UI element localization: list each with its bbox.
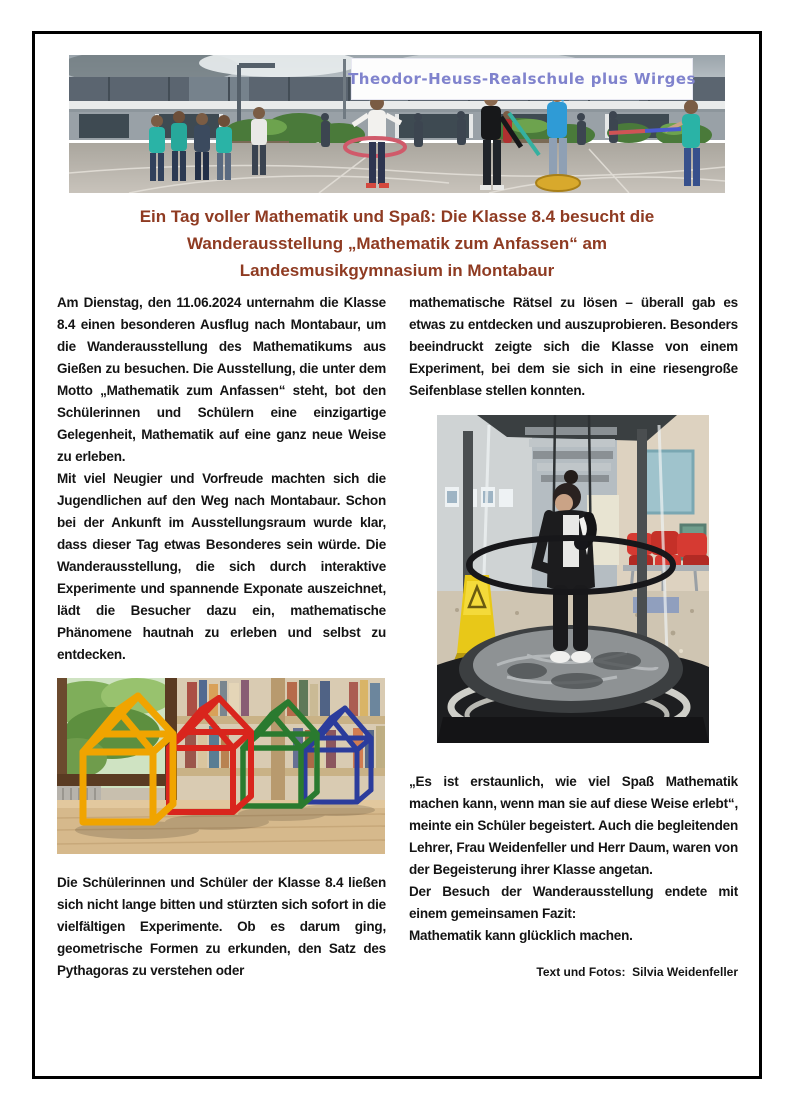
paragraph: Mit viel Neugier und Vorfreude machten sich die Jugendlichen auf den Weg nach Montabaur. Schon bei der Ankunft im Ausstellungsraum wurde klar, dass dieser Tag etwas Besonderes sein würde. Die Wanderausstellung, die sich durch interaktive Experimente und spannende Exponate auszeichnet, lädt die Besucher dazu ein, mathematische Phänomene hautnah zu erleben und selbst zu entdecken. bbox=[57, 471, 386, 662]
right-column bbox=[409, 292, 738, 983]
header-schoolyard-photo bbox=[69, 55, 725, 193]
soap-bubble-experiment-photo bbox=[437, 415, 709, 743]
article-title bbox=[60, 203, 734, 284]
school-name-text: Theodor-Heuss-Realschule plus Wirges bbox=[348, 70, 696, 88]
geometry-houses-photo bbox=[57, 678, 385, 854]
quote-paragraph: „Es ist erstaunlich, wie viel Spaß Mathematik machen kann, wenn man sie auf diese Weise erlebt“, meinte ein Schüler begeistert. Auch die begleitenden Lehrer, Frau Weidenfeller und Herr Daum, waren von der Begeisterung ihrer Klasse angetan. bbox=[409, 774, 738, 877]
title-line-2: Wanderausstellung „Mathematik zum Anfassen“ am bbox=[186, 234, 608, 253]
left-column bbox=[57, 292, 386, 982]
paragraph: Der Besuch der Wanderausstellung endete mit einem gemeinsamen Fazit: bbox=[409, 884, 738, 921]
paragraph: mathematische Rätsel zu lösen – überall gab es etwas zu entdecken und auszuprobieren. Besonders beeindruckt zeigte sich die Klasse von einem Experiment, bei dem sie sich in eine riesengroße Seifenblase stellen konnten. bbox=[409, 295, 738, 398]
title-line-3: Landesmusikgymnasium in Montabaur bbox=[239, 261, 555, 280]
paragraph: Die Schülerinnen und Schüler der Klasse 8.4 ließen sich nicht lange bitten und stürzten sich sofort in die vielfältigen Experimente. Ob es darum ging, geometrische Formen zu erkunden, den Satz des Pythagoras zu verstehen oder bbox=[57, 875, 386, 978]
paragraph: Mathematik kann glücklich machen. bbox=[409, 928, 633, 943]
school-name-banner bbox=[348, 58, 696, 100]
title-line-1: Ein Tag voller Mathematik und Spaß: Die Klasse 8.4 besucht die bbox=[139, 207, 655, 226]
credit-line: Text und Fotos: Silvia Weidenfeller bbox=[536, 965, 738, 979]
paragraph: Am Dienstag, den 11.06.2024 unternahm die Klasse 8.4 einen besonderen Ausflug nach Montabaur, um die Wanderausstellung des Mathematikums aus Gießen zu besuchen. Die Ausstellung, die unter dem Motto „Mathematik zum Anfassen“ steht, bot den Schülerinnen und Schülern eine einzigartige Gelegenheit, Mathematik auf eine ganz neue Weise zu erleben. bbox=[57, 295, 386, 464]
